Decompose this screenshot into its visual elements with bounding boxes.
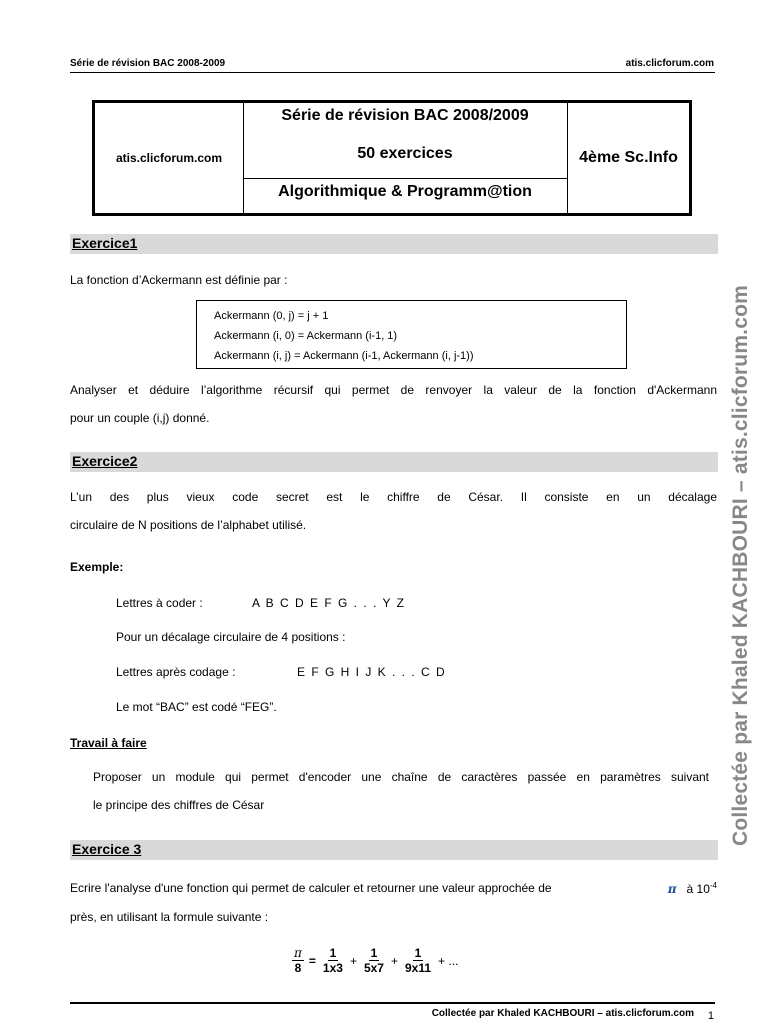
title-divider xyxy=(243,178,567,179)
formula-plus-2: + xyxy=(390,953,398,968)
exercise2-band xyxy=(70,452,718,472)
exercise2-para-line1: L’un des plus vieux code secret est le chiffre de César. Il consiste en un décalage xyxy=(70,490,717,504)
ackermann-def-1: Ackermann (0, j) = j + 1 xyxy=(214,310,329,322)
exercise3-para-line2: près, en utilisant la formule suivante : xyxy=(70,910,269,924)
page-number: 1 xyxy=(707,1010,714,1022)
precision-base: à 10 xyxy=(686,882,710,896)
exercise3-precision xyxy=(668,881,717,896)
letters-label: Lettres à coder : xyxy=(116,596,203,610)
exercise1-band xyxy=(70,234,718,254)
footer-rule xyxy=(70,1002,715,1004)
term1-num: 1 xyxy=(329,946,337,960)
ackermann-def-3: Ackermann (i, j) = Ackermann (i-1, Ackermann (i, j-1)) xyxy=(214,350,474,362)
formula-term-1 xyxy=(321,946,345,975)
header-right: atis.clicforum.com xyxy=(625,58,714,69)
footer-text: Collectée par Khaled KACHBOURI – atis.clicforum.com xyxy=(431,1008,694,1019)
term2-den: 5x7 xyxy=(363,961,384,975)
formula-tail: + ... xyxy=(438,953,459,968)
exercise3-title: Exercice 3 xyxy=(72,841,142,857)
exercise1-task-line2: pour un couple (i,j) donné. xyxy=(70,411,210,425)
precision-exponent: -4 xyxy=(709,881,717,890)
term2-num: 1 xyxy=(370,946,378,960)
shift-text: Pour un décalage circulaire de 4 positions : xyxy=(116,630,346,644)
formula-equals: = xyxy=(308,953,316,968)
exercise2-para-line2: circulaire de N positions de l’alphabet utilisé. xyxy=(70,518,307,532)
pi-formula xyxy=(290,946,461,975)
word-example: Le mot “BAC” est codé “FEG”. xyxy=(116,700,277,714)
lhs-denominator: 8 xyxy=(294,961,302,975)
pi-symbol: π xyxy=(667,882,677,896)
term3-num: 1 xyxy=(414,946,422,960)
work-label: Travail à faire xyxy=(70,736,147,750)
exercise1-title: Exercice1 xyxy=(72,235,138,251)
title-site: atis.clicforum.com xyxy=(95,103,244,213)
formula-lhs xyxy=(292,946,304,975)
exercise1-intro: La fonction d’Ackermann est définie par : xyxy=(70,273,288,287)
ackermann-def-2: Ackermann (i, 0) = Ackermann (i-1, 1) xyxy=(214,330,398,342)
letters-value: A B C D E F G . . . Y Z xyxy=(252,596,404,610)
exercise3-para-line1 xyxy=(70,881,717,896)
formula-term-2 xyxy=(362,946,386,975)
side-watermark: Collectée par Khaled KACHBOURI – atis.clicforum.com xyxy=(729,285,752,846)
work-line1: Proposer un module qui permet d'encoder une chaîne de caractères passée en paramètres suivant xyxy=(93,770,709,784)
term3-den: 9x11 xyxy=(405,961,432,975)
title-line3: Algorithmique & Programm@tion xyxy=(278,183,532,200)
formula-plus-1: + xyxy=(349,953,357,968)
formula-term-3 xyxy=(403,946,433,975)
title-center xyxy=(243,103,568,213)
title-line1: Série de révision BAC 2008/2009 xyxy=(281,107,529,124)
lhs-numerator: π xyxy=(294,946,302,960)
exercise2-title: Exercice2 xyxy=(72,453,138,469)
header-left: Série de révision BAC 2008-2009 xyxy=(70,58,226,69)
coded-label: Lettres après codage : xyxy=(116,665,236,679)
term1-den: 1x3 xyxy=(322,961,343,975)
ackermann-definition-box xyxy=(196,300,627,369)
exercise3-band xyxy=(70,840,718,860)
work-line2: le principe des chiffres de César xyxy=(93,798,265,812)
exercise1-task-line1: Analyser et déduire l’algorithme récursif qui permet de renvoyer la valeur de la fonction d'Ackermann xyxy=(70,383,717,397)
title-line2: 50 exercices xyxy=(357,145,453,162)
title-box xyxy=(92,100,692,216)
example-label: Exemple: xyxy=(70,560,124,574)
header-rule xyxy=(70,72,715,73)
exercise3-para-text: Ecrire l'analyse d'une fonction qui permet de calculer et retourner une valeur approchée de xyxy=(70,881,552,895)
coded-value: E F G H I J K . . . C D xyxy=(297,665,445,679)
title-level: 4ème Sc.Info xyxy=(579,149,678,166)
